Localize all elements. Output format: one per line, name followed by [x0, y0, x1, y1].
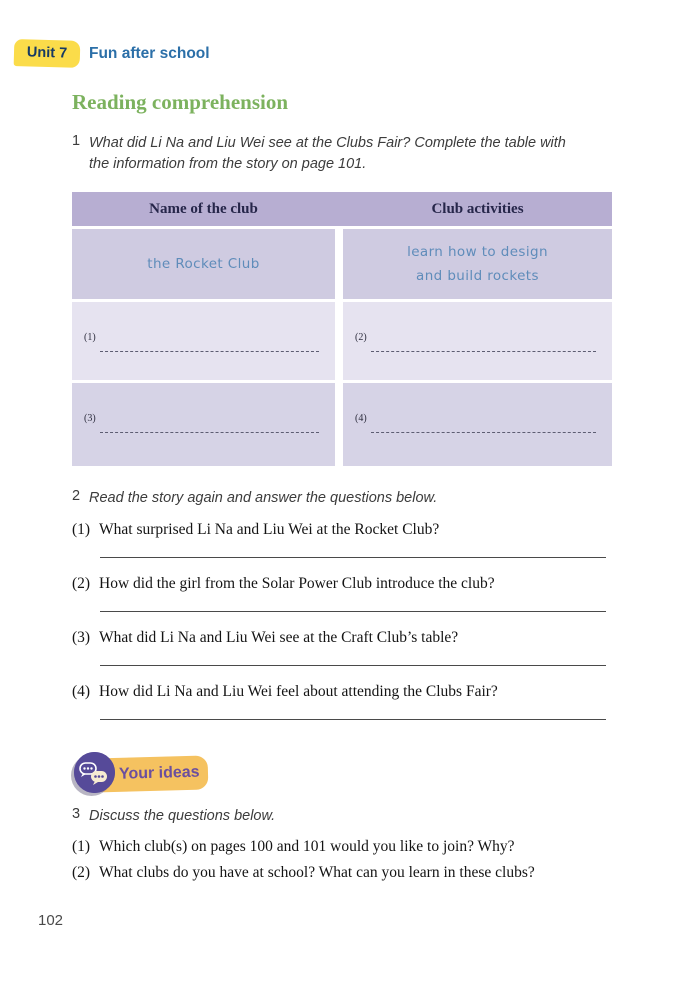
discussion-question-2 — [72, 862, 632, 883]
question-3-label: (3) — [72, 629, 91, 646]
task1-instruction-text: What did Li Na and Liu Wei see at the Clubs Fair? Complete the table with the information from the story on page 101. — [89, 135, 566, 172]
discussion-question-2-label: (2) — [72, 864, 91, 881]
discussion-question-2-text: What clubs do you have at school? What can you learn in these clubs? — [99, 864, 535, 881]
blank-label-4: (4) — [355, 413, 367, 424]
page-number: 102 — [38, 912, 64, 929]
blank-label-3: (3) — [84, 413, 96, 424]
question-2-label: (2) — [72, 575, 91, 592]
question-1-text: What surprised Li Na and Liu Wei at the Rocket Club? — [99, 521, 440, 538]
section-title: Reading comprehension — [72, 90, 289, 114]
task3-instruction-text: Discuss the questions below. — [89, 808, 276, 824]
question-4-label: (4) — [72, 683, 91, 700]
question-4-text: How did Li Na and Liu Wei feel about attending the Clubs Fair? — [99, 683, 498, 700]
table-header-activities: Club activities — [343, 192, 612, 226]
handwritten-club-name: the Rocket Club — [147, 256, 260, 272]
unit-badge: Unit 7 — [14, 39, 81, 68]
discussion-question-1-label: (1) — [72, 838, 91, 855]
question-1 — [72, 519, 612, 540]
blank-answer-line-2 — [371, 351, 596, 352]
cell-club-activities — [343, 229, 612, 299]
task2-instruction-text: Read the story again and answer the questions below. — [89, 490, 438, 506]
blank-label-2: (2) — [355, 332, 367, 343]
table-header-row — [72, 192, 612, 226]
answer-line-4 — [100, 719, 606, 720]
task3-number: 3 — [72, 806, 81, 822]
task3-instruction — [72, 806, 632, 827]
blank-answer-line-4 — [371, 432, 596, 433]
blank-label-1: (1) — [84, 332, 96, 343]
question-2 — [72, 573, 612, 594]
task3-section — [72, 806, 632, 888]
cell-club-name — [72, 229, 335, 299]
table-blank-row-1 — [72, 302, 612, 380]
table-blank-row-2 — [72, 383, 612, 466]
blank-cell-1 — [72, 302, 335, 380]
task1-instruction — [72, 133, 592, 175]
blank-cell-2 — [343, 302, 612, 380]
answer-line-3 — [100, 665, 606, 666]
task1-number: 1 — [72, 133, 81, 149]
task2-section — [72, 488, 612, 735]
question-4 — [72, 681, 612, 702]
question-2-text: How did the girl from the Solar Power Club introduce the club? — [99, 575, 495, 592]
question-3 — [72, 627, 612, 648]
question-3-text: What did Li Na and Liu Wei see at the Craft Club’s table? — [99, 629, 459, 646]
club-table — [72, 192, 612, 469]
task2-instruction — [72, 488, 612, 509]
answer-line-2 — [100, 611, 606, 612]
unit-title: Fun after school — [89, 45, 210, 62]
discussion-question-1 — [72, 836, 632, 857]
speech-bubbles-icon — [74, 752, 115, 793]
answer-line-1 — [100, 557, 606, 558]
task2-number: 2 — [72, 488, 81, 504]
discussion-question-1-text: Which club(s) on pages 100 and 101 would you like to join? Why? — [99, 838, 515, 855]
handwritten-activity-line1: learn how to design — [407, 244, 548, 260]
handwritten-activity-line2: and build rockets — [416, 268, 539, 284]
table-header-name: Name of the club — [72, 192, 335, 226]
your-ideas-label: Your ideas — [92, 755, 209, 792]
blank-cell-3 — [72, 383, 335, 466]
your-ideas-badge — [72, 750, 292, 798]
blank-cell-4 — [343, 383, 612, 466]
blank-answer-line-1 — [100, 351, 319, 352]
question-1-label: (1) — [72, 521, 91, 538]
blank-answer-line-3 — [100, 432, 319, 433]
table-filled-row — [72, 229, 612, 299]
